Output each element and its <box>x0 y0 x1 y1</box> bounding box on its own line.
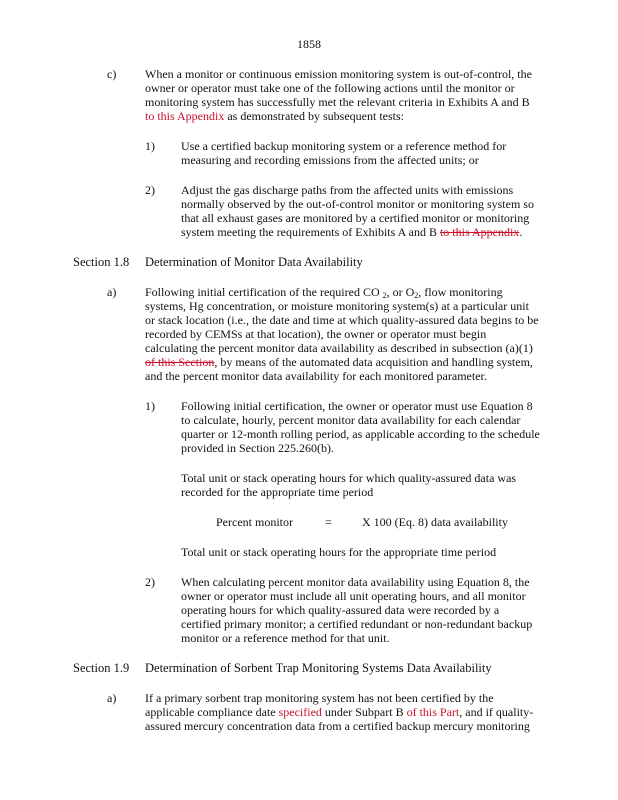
text-run: provided in Section 225.260(b). <box>181 441 334 455</box>
text-run: applicable compliance date <box>145 705 279 719</box>
equation-operator: = <box>325 515 332 529</box>
section-heading <box>0 661 618 675</box>
inserted-text: of this Part <box>406 705 460 719</box>
text-run: quarter or 12-month rolling period, as applicable according to the schedule <box>181 427 540 441</box>
text-line <box>145 719 618 733</box>
text-run: owner or operator must take one of the following actions until the monitor or <box>145 81 515 95</box>
paragraph <box>0 183 618 239</box>
text-run: . <box>519 225 523 239</box>
text-run: operating hours for which quality-assured data were recorded by a <box>181 603 500 617</box>
paragraph <box>0 139 618 167</box>
text-run: , by means of the automated data acquisition and handling system, <box>214 355 533 369</box>
text-line <box>145 341 618 355</box>
text-run: Adjust the gas discharge paths from the affected units with emissions <box>181 183 514 197</box>
text-run: owner or operator must include all unit operating hours, and all monitor <box>181 589 526 603</box>
equation-left: Percent monitor <box>216 515 293 529</box>
text-line <box>145 81 618 95</box>
paragraph <box>0 285 618 383</box>
text-line <box>145 355 618 369</box>
text-run: systems, Hg concentration, or moisture monitoring system(s) at a particular unit <box>145 299 529 313</box>
paragraph <box>0 545 618 559</box>
text-line <box>181 631 618 645</box>
text-line <box>145 327 618 341</box>
text-line <box>181 225 618 239</box>
item-label: a) <box>107 285 117 299</box>
text-run: as demonstrated by subsequent tests: <box>224 109 404 123</box>
text-run: recorded for the appropriate time period <box>181 485 374 499</box>
item-label: a) <box>107 691 117 705</box>
text-line <box>181 545 618 559</box>
text-run: normally observed by the out-of-control monitor or monitoring system so <box>181 197 534 211</box>
text-line <box>181 575 618 589</box>
text-line <box>181 139 618 153</box>
text-run: Determination of Monitor Data Availability <box>145 255 363 269</box>
deleted-text: to this Appendix <box>439 225 520 239</box>
text-line <box>145 67 618 81</box>
item-label: 2) <box>145 183 155 197</box>
text-run: Following initial certification, the owner or operator must use Equation 8 <box>181 399 533 413</box>
text-line <box>181 153 618 167</box>
paragraph <box>0 691 618 733</box>
text-run: under Subpart B <box>321 705 407 719</box>
page-number: 1858 <box>297 37 321 51</box>
text-line <box>145 109 618 123</box>
text-run: Determination of Sorbent Trap Monitoring Systems Data Availability <box>145 661 492 675</box>
paragraph <box>0 399 618 455</box>
text-line <box>181 399 618 413</box>
text-line <box>145 299 618 313</box>
text-line <box>181 427 618 441</box>
text-run: , flow monitoring <box>418 285 503 299</box>
text-line <box>145 313 618 327</box>
text-line <box>181 413 618 427</box>
text-run: Use a certified backup monitoring system or a reference method for <box>181 139 507 153</box>
item-label: c) <box>107 67 117 81</box>
text-line <box>181 603 618 617</box>
section-number: Section 1.8 <box>73 255 130 269</box>
equation-line <box>0 515 618 529</box>
text-run: measuring and recording emissions from the affected units; or <box>181 153 479 167</box>
text-run: calculating the percent monitor data availability as described in subsection (a)(1) <box>145 341 533 355</box>
text-line <box>145 369 618 383</box>
text-run: and the percent monitor data availability for each monitored parameter. <box>145 369 487 383</box>
text-line <box>181 211 618 225</box>
text-line <box>181 617 618 631</box>
text-run: that all exhaust gases are monitored by a certified monitor or monitoring <box>181 211 530 225</box>
text-run: system meeting the requirements of Exhibits A and B <box>181 225 440 239</box>
text-run: to calculate, hourly, percent monitor data availability for each calendar <box>181 413 521 427</box>
text-run: assured mercury concentration data from a certified backup mercury monitoring <box>145 719 530 733</box>
subscript: 2 <box>414 291 419 300</box>
equation-right: X 100 (Eq. 8) data availability <box>362 515 508 529</box>
text-line <box>181 589 618 603</box>
text-line <box>181 471 618 485</box>
section-number: Section 1.9 <box>73 661 130 675</box>
section-heading <box>0 255 618 269</box>
text-run: recorded by CEMSs at that location), the owner or operator must begin <box>145 327 487 341</box>
text-line <box>145 95 618 109</box>
item-label: 1) <box>145 139 155 153</box>
text-line <box>145 285 618 299</box>
text-run: Following initial certification of the required CO <box>145 285 383 299</box>
subscript: 2 <box>382 291 387 300</box>
item-label: 1) <box>145 399 155 413</box>
inserted-text: specified <box>278 705 322 719</box>
text-line <box>181 485 618 499</box>
text-line <box>145 705 618 719</box>
text-run: Total unit or stack operating hours for the appropriate time period <box>181 545 497 559</box>
text-line <box>181 441 618 455</box>
text-line <box>145 661 618 675</box>
text-line <box>181 183 618 197</box>
paragraph <box>0 67 618 123</box>
text-run: If a primary sorbent trap monitoring system has not been certified by the <box>145 691 494 705</box>
text-run: Total unit or stack operating hours for which quality-assured data was <box>181 471 517 485</box>
text-run: , or O <box>386 285 415 299</box>
paragraph <box>0 575 618 645</box>
text-run: When calculating percent monitor data availability using Equation 8, the <box>181 575 530 589</box>
text-line <box>181 197 618 211</box>
inserted-text: to this Appendix <box>145 109 225 123</box>
text-run: certified primary monitor; a certified redundant or non-redundant backup <box>181 617 533 631</box>
equation <box>0 515 618 529</box>
text-run: or stack location (i.e., the date and time at which quality-assured data begins to be <box>145 313 539 327</box>
text-run: , and if quality- <box>459 705 534 719</box>
document-body <box>0 67 618 733</box>
text-run: When a monitor or continuous emission monitoring system is out-of-control, the <box>145 67 532 81</box>
deleted-text: of this Section <box>145 355 215 369</box>
text-line <box>145 691 618 705</box>
text-line <box>145 255 618 269</box>
text-run: monitoring system has successfully met the relevant criteria in Exhibits A and B <box>145 95 530 109</box>
text-run: monitor or a reference method for that unit. <box>181 631 390 645</box>
paragraph <box>0 471 618 499</box>
item-label: 2) <box>145 575 155 589</box>
